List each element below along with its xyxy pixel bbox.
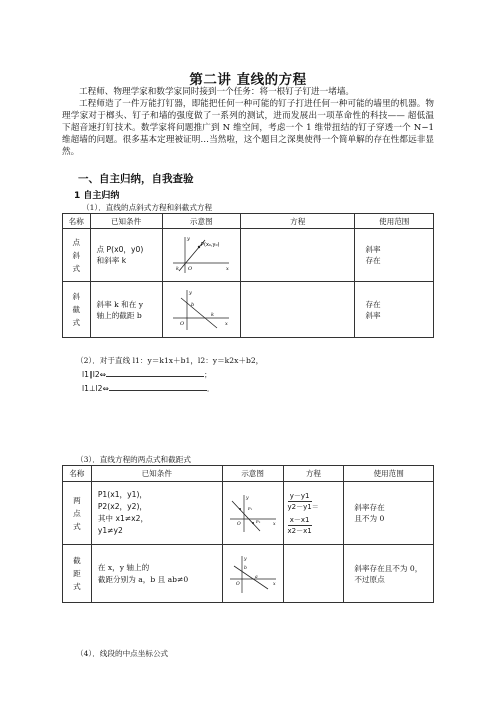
- header-diagram: 示意图: [162, 214, 241, 229]
- perp-label: l1⊥l2⇔: [82, 384, 109, 393]
- point-label: P(x₀,y₀): [201, 242, 220, 248]
- two-point-equation-rhs: [288, 515, 344, 536]
- slope-label: k: [211, 311, 215, 318]
- condition-line: 其中 x1≠x2，: [97, 514, 149, 523]
- equation-cell: [241, 282, 355, 338]
- x-label: x: [225, 320, 229, 327]
- b-label: b: [243, 565, 247, 571]
- perpendicular-condition: [82, 383, 214, 394]
- range-line: 斜率存在: [354, 503, 385, 512]
- two-point-equation: [288, 491, 344, 512]
- fraction-y: [288, 491, 312, 512]
- fraction-denominator: y2－y1: [287, 502, 312, 511]
- header-name: 名称: [63, 466, 92, 482]
- table-row: [63, 282, 434, 338]
- page-title: 第二讲 直线的方程: [189, 72, 307, 88]
- header-equation: 方程: [283, 466, 344, 482]
- parallel-end: ；: [204, 370, 212, 379]
- table2-caption: （3）．直线方程的两点式和截距式: [76, 455, 191, 464]
- x-label: x: [272, 522, 276, 527]
- condition-line: 轴上的截距 b: [96, 310, 142, 320]
- range-line: 且不为 0: [354, 514, 385, 523]
- fraction-denominator: x2－x1: [287, 526, 312, 535]
- range-line: 斜率: [365, 310, 381, 320]
- header-diagram: 示意图: [222, 466, 283, 482]
- condition-line: y1≠y2: [97, 526, 123, 535]
- range-line: 存在: [365, 299, 381, 309]
- two-point-diagram: [228, 493, 278, 533]
- header-condition: 已知条件: [90, 214, 162, 229]
- condition-line: 斜率 k 和在 y: [96, 299, 144, 309]
- table-row: [63, 482, 434, 545]
- fraction-numerator: y－y1: [288, 491, 312, 502]
- point-slope-diagram: [171, 235, 231, 275]
- a-label: a: [254, 574, 258, 580]
- range-line: 存在: [365, 256, 381, 265]
- y-label: y: [243, 556, 247, 562]
- table1-caption: （1）．直线的点斜式方程和斜截式方程: [82, 203, 213, 212]
- x-label: x: [226, 266, 230, 272]
- condition-line: 和斜率 k: [96, 256, 127, 265]
- y-label: y: [245, 496, 249, 501]
- parallel-blank[interactable]: [106, 376, 204, 377]
- p2-label: P₂: [255, 519, 260, 524]
- parallel-label: l1∥l2⇔: [82, 370, 107, 379]
- fraction-x: [288, 515, 312, 536]
- row-name: 斜 截 式: [63, 282, 91, 338]
- origin-label: O: [235, 581, 240, 587]
- condition-line: P1(x1，y1)，: [97, 490, 148, 499]
- slope-intercept-diagram: [171, 288, 231, 332]
- table-two-point: [62, 465, 434, 603]
- equation-cell: [241, 229, 355, 282]
- condition-line: 在 x，y 轴上的: [97, 562, 150, 572]
- condition-line: 截距分别为 a，b 且 ab≠0: [97, 574, 189, 584]
- x-label: x: [272, 581, 276, 587]
- slope-label: k: [176, 266, 180, 272]
- intro-paragraph-1: 工程师、物理学家和数学家同时接到一个任务：将一根钉子钉进一堵墙。: [79, 87, 355, 97]
- point-p2: [252, 522, 254, 524]
- y-label: y: [187, 236, 191, 242]
- fraction-numerator: x－x1: [288, 515, 312, 526]
- row-name: 两 点 式: [63, 482, 92, 545]
- equals-sign: ＝: [311, 502, 319, 511]
- part4-caption: （4）．线段的中点坐标公式: [76, 649, 169, 658]
- table-row: [63, 545, 434, 603]
- table-row: [63, 229, 434, 282]
- subsection-heading: 1 自主归纳: [74, 191, 120, 201]
- range-line: 斜率存在且不为 0，: [354, 563, 423, 573]
- origin-label: O: [180, 320, 185, 327]
- table-point-slope: [62, 213, 434, 338]
- row-name: 点 斜 式: [63, 229, 91, 282]
- y-label: y: [189, 289, 193, 296]
- header-range: 使用范围: [355, 214, 434, 229]
- p1-label: P₁: [247, 506, 252, 511]
- header-equation: 方程: [241, 214, 355, 229]
- origin-label: O: [236, 522, 241, 527]
- part2-intro: （2）．对于直线 l1：y＝k1x＋b1，l2：y＝k2x＋b2，: [76, 356, 264, 365]
- condition-line: 点 P(x0，y0): [96, 245, 144, 254]
- origin-label: O: [188, 266, 193, 272]
- condition-line: P2(x2，y2)，: [97, 502, 148, 511]
- row-name: 截 距 式: [63, 545, 92, 603]
- range-line: 斜率: [365, 245, 381, 254]
- range-line: 不过原点: [354, 574, 385, 584]
- section-heading: 一、自主归纳，自我查验: [78, 173, 194, 185]
- header-range: 使用范围: [344, 466, 434, 482]
- header-name: 名称: [63, 214, 91, 229]
- equation-cell: [283, 545, 344, 603]
- intercept-label: b: [191, 301, 195, 308]
- parallel-condition: [82, 369, 212, 380]
- point: [198, 246, 200, 248]
- intercept-diagram: [228, 554, 278, 594]
- intro-paragraph-2: 工程师造了一件万能打钉器，即能把任何一种可能的钉子打进任何一种可能的墙里的机器。物理学家对于榔头、钉子和墙的强度做了一系列的测试，进而发展出一项革命性的科技—— 超低温下超音速打钉技术。数学家将问题推广到 N 维空间，考虑一个 1 维带扭结的钉子穿透一个 N−1 维超墙的问题。很多基本定理被证明…当然啦，这个题目之深奥使得一个简单解的存在性都远非显然。: [62, 99, 434, 157]
- point-p1: [239, 508, 241, 510]
- header-condition: 已知条件: [91, 466, 222, 482]
- perp-end: ．: [206, 384, 215, 393]
- perp-blank[interactable]: [109, 390, 207, 391]
